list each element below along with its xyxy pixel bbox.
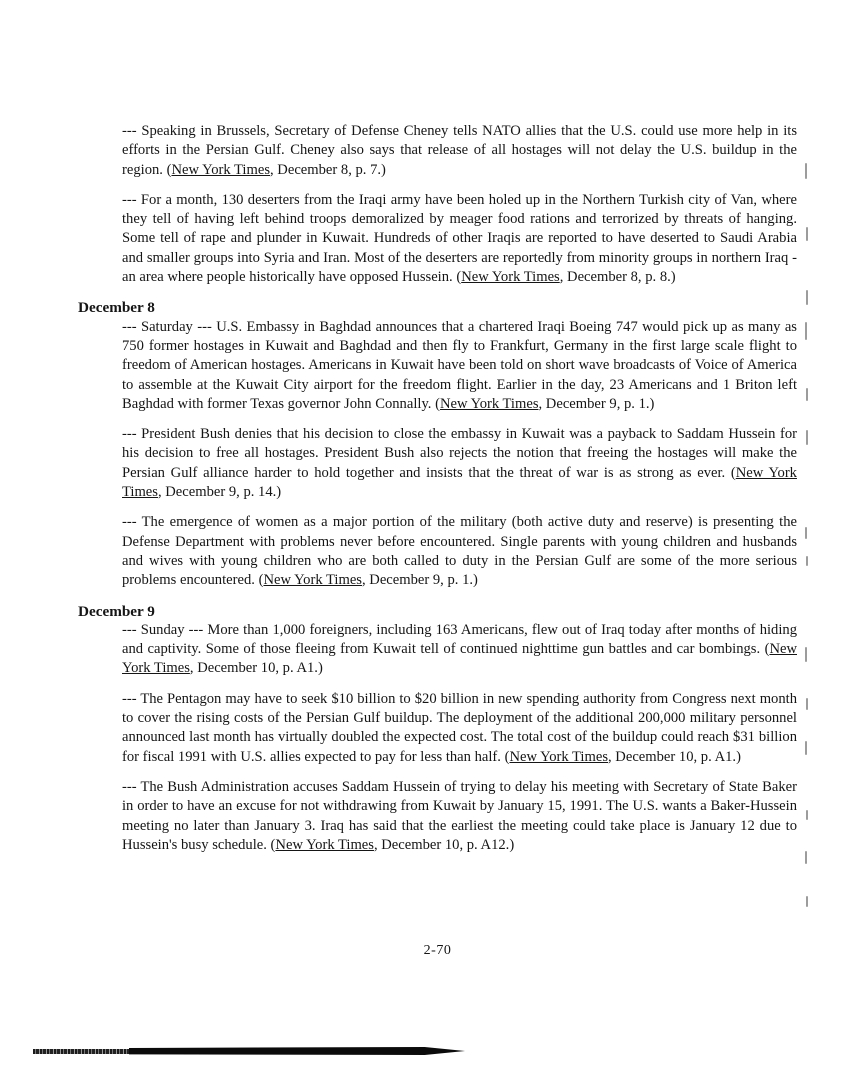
scan-artifact-mark [806,698,808,710]
scan-artifact-line [33,1047,465,1055]
paragraph-text: --- The Pentagon may have to seek $10 billion to $20 billion in new spending authority from Congress next month to cover the rising costs of the Persian Gulf buildup. The deployment of the additional 200,000 military personnel announced last month has virtually doubled the expected cost. The total cost of the buildup could reach $31 billion for fiscal 1991 with U.S. allies expected to pay for less than half. ( [122,690,797,765]
paragraph-text: --- President Bush denies that his decision to close the embassy in Kuwait was a payback to Saddam Hussein for his decision to free all hostages. President Bush also rejects the notion that freeing the hostages will make the Persian Gulf alliance harder to hold together and insists that the threat of war is as strong as ever. ( [122,426,797,481]
scan-artifact-mark [806,430,808,445]
paragraph-text: , December 9, p. 14.) [157,484,282,501]
paragraph-text: --- Speaking in Brussels, Secretary of Defense Cheney tells NATO allies that the U.S. could use more help in its efforts in the Persian Gulf. Cheney also says that release of all hostages will not delay the U.S. buildup in the region. ( [122,123,797,178]
paragraph-text: , December 9, p. 1.) [538,395,655,412]
paragraph [122,191,797,287]
paragraph-text: , December 8, p. 8.) [559,269,676,286]
citation-source: New York Times [263,572,362,589]
scan-artifact-mark [806,810,808,820]
citation-source: New York Times [171,161,270,178]
paragraph-text: --- The Bush Administration accuses Saddam Hussein of trying to delay his meeting with Secretary of State Baker in order to have an excuse for not withdrawing from Kuwait by January 15, 1991. The U.S. wants a Baker-Hussein meeting no later than January 3. Iraq has said that the earliest the meeting could take place is January 12 due to Hussein's busy schedule. ( [122,778,797,853]
paragraph-text: --- Sunday --- More than 1,000 foreigners, including 163 Americans, flew out of Iraq today after months of hiding and captivity. Some of those fleeing from Kuwait tell of continued nighttime gun battles and car bombings. ( [122,621,797,658]
paragraph-text: --- For a month, 130 deserters from the Iraqi army have been holed up in the Northern Turkish city of Van, where they tell of having left behind troops demoralized by meager food rations and terrorized by threats of hanging. Some tell of rape and plunder in Kuwait. Hundreds of other Iraqis are reported to have deserted to Saudi Arabia and smaller groups into Syria and Iran. Most of the deserters are reportedly from minority groups in northern Iraq - an area where people historically have opposed Hussein. ( [122,191,797,286]
paragraph [122,690,797,767]
citation-source: New York Times [509,748,608,765]
document-body [78,122,797,866]
scan-artifact-mark [805,322,807,340]
paragraph-text: , December 10, p. A1.) [189,660,323,677]
paragraph [122,318,797,414]
scan-artifact-mark [805,647,807,662]
section-heading: December 9 [78,602,155,620]
scan-artifact-mark [805,527,807,539]
scan-artifact-mark [806,388,808,401]
citation-source: New York Times [122,641,797,677]
citation-source: New York Times [439,395,539,412]
scan-artifact-mark [805,163,807,179]
scan-artifact-bar [129,1047,465,1055]
paragraph-text: , December 9, p. 1.) [361,572,478,589]
citation-source: New York Times [122,464,797,501]
paragraph-text: --- The emergence of women as a major portion of the military (both active duty and reserve) is presenting the Defense Department with problems never before encountered. Single parents with young children and husbands and wives with young children who are both called to duty in the Persian Gulf are some of the more serious problems encountered. ( [122,514,797,589]
paragraph-text: , December 10, p. A1.) [608,748,741,765]
paragraph [122,425,797,502]
citation-source: New York Times [275,836,374,853]
scan-artifact-mark [806,556,808,566]
paragraph [122,513,797,590]
section-heading: December 8 [78,299,155,317]
scan-artifact-mark [805,851,807,864]
paragraph [122,778,797,855]
scan-artifact-speckle [33,1049,133,1054]
scan-artifact-mark [806,896,808,907]
page-number: 2-70 [423,943,452,958]
paragraph [122,122,797,180]
scan-artifact-mark [805,741,807,755]
paragraph-text: , December 10, p. A12.) [373,836,515,853]
paragraph-text: --- Saturday --- U.S. Embassy in Baghdad announces that a chartered Iraqi Boeing 747 would pick up as many as 750 former hostages in Kuwait and Baghdad and then fly to Frankfurt, Germany in the first large scale flight to freedom of American hostages. Americans in Kuwait have been told on short wave broadcasts of Voice of America to assemble at the Kuwait City airport for the freedom flight. Earlier in the day, 23 Americans and 1 Briton left Baghdad with former Texas governor John Connally. ( [122,318,797,412]
scan-artifact-mark [806,227,808,241]
scan-artifact-mark [806,290,808,305]
citation-source: New York Times [461,269,560,286]
paragraph [122,621,797,679]
paragraph-text: , December 8, p. 7.) [270,161,386,178]
